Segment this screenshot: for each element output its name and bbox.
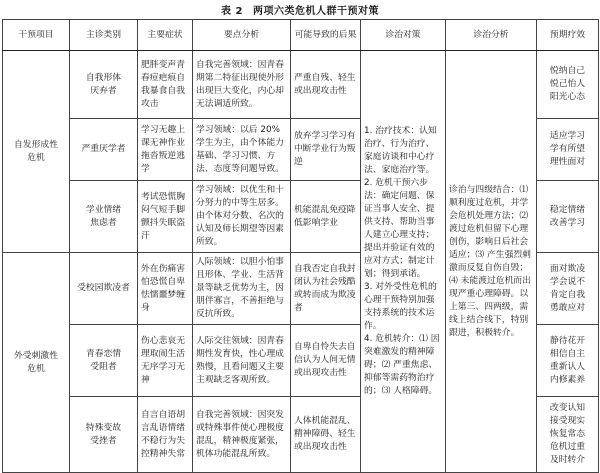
prognosis-line: 改善学习 xyxy=(549,217,586,228)
header-cell: 主要症状 xyxy=(138,20,193,51)
prognosis-line: 稳定情绪 xyxy=(549,204,586,215)
prognosis-cell xyxy=(537,397,599,473)
symptoms-cell: 伤心悲哀无理取闹生活无序学习无神 xyxy=(138,325,193,397)
header-cell: 主诊类别 xyxy=(70,20,138,51)
prognosis-line: 危机过重 xyxy=(549,442,586,452)
prognosis-line: 内修素养 xyxy=(549,374,586,385)
analysis-cell: 人际领域：以胆小怕事且形体、学业、生活背景等缺乏优势为主，因朋伴寡言，不善拒绝与反抗所致。 xyxy=(193,253,291,325)
diagnosis-line: 焦虑者 xyxy=(90,217,117,228)
prognosis-line: 适应学习 xyxy=(549,131,586,141)
symptoms-cell: 外在伤痛害怕恐慌自卑怯懦噩梦缠身 xyxy=(138,253,193,325)
header-row xyxy=(3,20,599,51)
diagnosis-cell xyxy=(70,51,138,119)
prognosis-line: 阳光心态 xyxy=(549,92,586,102)
prognosis-line: 理性面对 xyxy=(549,157,586,167)
header-cell: 诊治分析 xyxy=(446,20,537,51)
diagnosis-line: 特殊变故 xyxy=(85,422,122,433)
diagnosis-line: 自我形体 xyxy=(85,72,122,83)
prognosis-line: 及时转介 xyxy=(549,455,586,465)
prognosis-cell xyxy=(537,119,599,181)
diagnosis-line: 受校园欺凌者 xyxy=(77,283,130,293)
prognosis-line: 恢复常态 xyxy=(549,429,586,439)
header-cell: 可能导致的后果 xyxy=(291,20,361,51)
prognosis-line: 学会说不 xyxy=(549,276,586,287)
diagnosis-line: 严重厌学者 xyxy=(81,144,126,154)
intervention-table xyxy=(2,19,599,473)
group-cell xyxy=(3,253,70,473)
table-number: 表 2 xyxy=(221,6,243,17)
prognosis-cell xyxy=(537,181,599,253)
group-label-line: 外受刺激性 xyxy=(14,350,58,361)
outcome-cell: 机能混乱免疫降低影响学业 xyxy=(291,181,361,253)
diagnosis-line: 青春恋情 xyxy=(85,348,122,359)
group-label-line: 危机 xyxy=(27,152,45,163)
outcome-cell: 自卑自怜失去自信认为人间无情或出现攻击性 xyxy=(291,325,361,397)
prognosis-line: 接受现实 xyxy=(549,416,586,426)
analysis-cell: 自我完善领域：因突发或特殊事件使心理极度混乱，精神极度紧张，机体功能混乱所致。 xyxy=(193,397,291,473)
treatment-analysis-cell: 诊治与四级结合：⑴ 顺利度过危机，并学会危机处理方法；⑵ 渡过危机但留下心理创伤，影响日后社会适应；⑶ 产生强烈刺激而反复自伤自毁；⑷ 未能渡过危机而出现严重心理障碍。以上第三、四两级，需线上结合线下，特别跟进，积极转介。 xyxy=(446,51,537,473)
outcome-cell: 严重自残、轻生或出现攻击性 xyxy=(291,51,361,119)
prognosis-line: 勇敢应对 xyxy=(549,302,586,313)
diagnosis-cell xyxy=(70,181,138,253)
strategy-cell: 1. 治疗技术：认知治疗、行为治疗、家庭访谈和中心疗法、家庭治疗等。 2. 危机干预六步法：确定问题、保证当事人安全、提供支持、帮助当事人建立心理支持；提出并验证有效的应对方式；制定计划；得到承诺。 3. 对外受性危机的心理干预特别加强支持系统的技术运作。 4. 危机转介：⑴ 因突难激发的精神障碍；⑵ 严重焦虑、抑郁等需药物治疗的；⑶ 人格障碍。 xyxy=(361,51,446,473)
diagnosis-cell xyxy=(70,397,138,473)
prognosis-cell xyxy=(537,325,599,397)
diagnosis-cell xyxy=(70,325,138,397)
table-title xyxy=(0,0,600,19)
group-cell xyxy=(3,51,70,253)
symptoms-cell: 学习无趣上课无神作业拖沓叛逆逃学 xyxy=(138,119,193,181)
prognosis-line: 相信自主 xyxy=(549,348,586,359)
diagnosis-line: 厌弃者 xyxy=(90,85,117,96)
outcome-cell: 放弃学习学习有中断学业行为叛逆 xyxy=(291,119,361,181)
prognosis-line: 改变认知 xyxy=(549,403,586,413)
header-cell: 诊治对策 xyxy=(361,20,446,51)
diagnosis-line: 受挫者 xyxy=(90,435,117,446)
prognosis-cell xyxy=(537,51,599,119)
symptoms-cell: 考试恐慌胸闷气短手脚颤抖失眠盗汗 xyxy=(138,181,193,253)
prognosis-line: 学有所望 xyxy=(549,144,586,154)
prognosis-line: 悦己怡人 xyxy=(549,79,586,89)
header-cell: 预期疗效 xyxy=(537,20,599,51)
prognosis-line: 肯定自我 xyxy=(549,289,586,300)
outcome-cell: 自我否定自我封闭认为社会残酷或转而成为欺凌者 xyxy=(291,253,361,325)
diagnosis-cell xyxy=(70,253,138,325)
outcome-cell: 人体机能混乱、精神障碍、轻生或出现攻击性 xyxy=(291,397,361,473)
diagnosis-line: 受阻者 xyxy=(90,361,117,372)
analysis-cell: 人际交往领域：因青春期性发育快，性心理成熟慢，且看问题又主要主观缺乏客观所致。 xyxy=(193,325,291,397)
diagnosis-cell xyxy=(70,119,138,181)
prognosis-line: 悦纳自己 xyxy=(549,66,586,76)
analysis-cell: 自我完善领域：因青春期第二特征出现使外形出现巨大变化，内心却无法调适所致。 xyxy=(193,51,291,119)
symptoms-cell: 肥胖变声青春痘疤痕自我暴食自我攻击 xyxy=(138,51,193,119)
prognosis-line: 重新认人 xyxy=(549,361,586,372)
table-title-text: 两项六类危机人群干预对策 xyxy=(252,6,379,17)
prognosis-line: 面对欺凌 xyxy=(549,263,586,274)
prognosis-line: 静待花开 xyxy=(549,335,586,346)
group-label-line: 危机 xyxy=(27,363,45,374)
header-cell: 干预项目 xyxy=(3,20,70,51)
group-label-line: 自发形成性 xyxy=(14,139,58,150)
table-row xyxy=(3,51,599,119)
prognosis-cell xyxy=(537,253,599,325)
header-cell: 要点分析 xyxy=(193,20,291,51)
symptoms-cell: 自言自语胡言乱语情绪不稳行为失控精神失常 xyxy=(138,397,193,473)
diagnosis-line: 学业情绪 xyxy=(85,204,122,215)
analysis-cell: 学习领域：以优生和十分努力的中等生居多。由个体对分数、名次的认知及师长期望等因素所致。 xyxy=(193,181,291,253)
analysis-cell: 学习领域：以后 20% 学生为主，由个体能力基础、学习习惯、方法、态度等问题导致。 xyxy=(193,119,291,181)
